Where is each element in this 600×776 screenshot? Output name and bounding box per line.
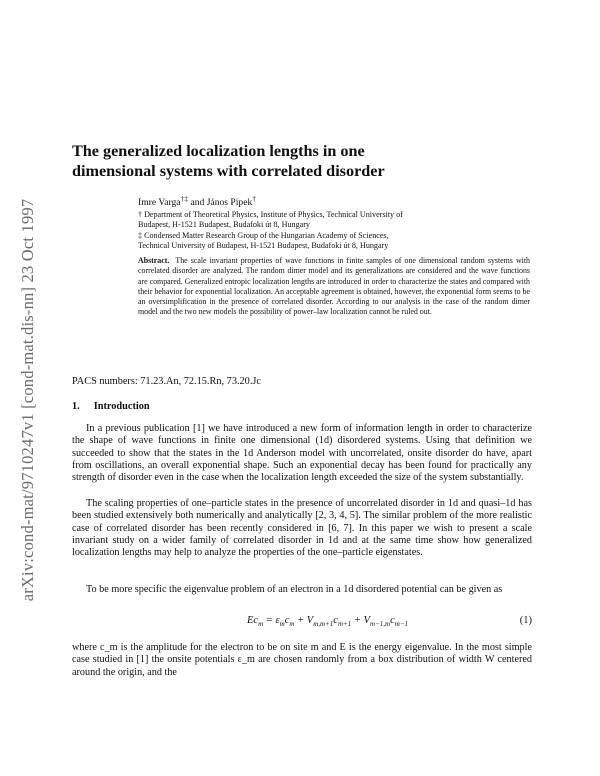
- section-number: 1.: [72, 401, 80, 412]
- affiliation-line: Department of Theoretical Physics, Institute of Physics, Technical University of: [144, 210, 403, 219]
- affiliation-mark: ‡: [138, 231, 143, 240]
- equation-1: [72, 615, 532, 629]
- author-name: Imre Varga: [138, 197, 181, 209]
- section-title: Introduction: [93, 401, 150, 412]
- arxiv-sidebar-stamp: [8, 0, 48, 776]
- section-heading: [72, 401, 150, 412]
- title-line-2: dimensional systems with correlated disorder: [72, 162, 385, 180]
- author-list: [138, 194, 256, 208]
- affiliation: [138, 231, 538, 251]
- author-mark: †: [252, 194, 257, 203]
- paragraph: The scaling properties of one–particle states in the presence of uncorrelated disorder in 1d and quasi–1d has been studied extensively both numerically and analytically [2, 3, 4, 5]. The similar problem of the more realistic case of correlated disorder has been recently considered in [6, 7]. In this paper we wish to present a scale invariant study on a wider family of correlated disorder in 1d and at the same time show how generalized localization lengths may help to analyze the properties of the one–particle eigenstates.: [72, 498, 532, 559]
- arxiv-identifier: arXiv:cond-mat/9710247v1 [cond-mat.dis-nn] 23 Oct 1997: [18, 198, 37, 602]
- author-name: János Pipek: [206, 197, 253, 209]
- affiliation-mark: †: [138, 210, 143, 219]
- paragraph: In a previous publication [1] we have introduced a new form of information length in order to characterize the shape of wave functions in finite one dimensional (1d) disordered systems. Using that definition we succeeded to show that the states in the 1d Anderson model with uncorrelated, onsite disorder do have, apart from oscillations, an overall exponential shape. Such an exponential decay has been found for practically any strength of disorder even in the case when the localization length exceeded the size of the system substantially.: [72, 423, 532, 484]
- paragraph: To be more specific the eigenvalue problem of an electron in a 1d disordered potential can be given as: [86, 584, 503, 595]
- paragraph: where c_m is the amplitude for the electron to be on site m and E is the energy eigenvalue. In the most simple case studied in [1] the onsite potentials ε_m are chosen randomly from a box distribution of width W centered around the origin, and the: [72, 642, 532, 678]
- author-mark: †‡: [180, 194, 189, 203]
- author-separator: and: [188, 197, 207, 209]
- affiliation-line: Condensed Matter Research Group of the Hungarian Academy of Sciences,: [144, 231, 389, 240]
- abstract-label: Abstract.: [138, 256, 170, 265]
- equation-formula: $Ec_m = \varepsilon_mc_m + V_{m,m+1}c_{m+1} + V_{m-1,m}c_{m-1}$: [247, 615, 409, 629]
- affiliation-line: Technical University of Budapest, H-1521 Budapest, Budafoki út 8, Hungary: [138, 241, 389, 251]
- affiliation: [138, 210, 538, 230]
- abstract-text: The scale invariant properties of wave functions in finite samples of one dimensional random systems with correlated disorder are analyzed. The random dimer model and its generalizations are considered and the wave functions are compared. Generalized entropic localization lengths are introduced in order to characterize the states and compared with their behavior for exponential localization. An acceptable agreement is obtained, however, the exponential form seems to be an oversimplification in the presence of correlated disorder. According to our analysis in the case of the random dimer model and the two new models the possibility of power–law localization cannot be ruled out.: [138, 256, 530, 317]
- affiliation-line: Budapest, H-1521 Budapest, Budafoki út 8, Hungary: [138, 220, 310, 230]
- paper-title: [72, 141, 532, 181]
- title-line-1: The generalized localization lengths in one: [72, 142, 365, 160]
- abstract: [138, 256, 530, 318]
- pacs-numbers: PACS numbers: 71.23.An, 72.15.Rn, 73.20.Jc: [72, 376, 261, 387]
- equation-number: (1): [519, 615, 532, 626]
